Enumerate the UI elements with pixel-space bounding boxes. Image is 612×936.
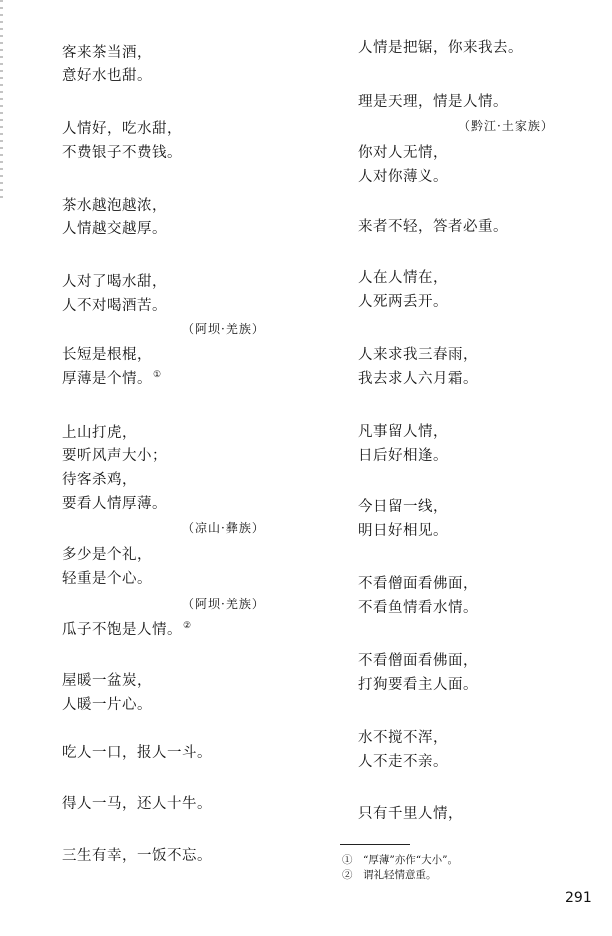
proverb-line: 意好水也甜。 xyxy=(62,68,152,84)
proverb-line: 我去求人六月霜。 xyxy=(358,371,478,387)
proverb-line: 日后好相逢。 xyxy=(358,448,448,464)
proverb-line: 长短是根棍， xyxy=(62,347,152,363)
proverb-line: 轻重是个心。 xyxy=(62,571,152,587)
proverb-line: 多少是个礼， xyxy=(62,547,152,563)
proverb-line: 不看僧面看佛面， xyxy=(358,653,478,669)
proverb-line: 只有千里人情， xyxy=(358,806,463,822)
proverb-line: 来者不轻，答者必重。 xyxy=(358,219,508,235)
proverb-line: 上山打虎， xyxy=(62,425,137,441)
proverb-line: 要听风声大小； xyxy=(62,448,167,464)
page-number: 291 xyxy=(565,890,592,906)
source-attribution: （凉山·彝族） xyxy=(182,521,265,535)
footnote-item: ① “厚薄”亦作“大小”。 xyxy=(342,854,458,866)
proverb-line: 今日留一线， xyxy=(358,499,448,515)
proverb-line: 人对了喝水甜， xyxy=(62,274,167,290)
proverb-line: 茶水越泡越浓， xyxy=(62,198,167,214)
proverb-line: 三生有幸，一饭不忘。 xyxy=(62,848,212,864)
proverb-line: 得人一马，还人十牛。 xyxy=(62,796,212,812)
proverb-line: 待客杀鸡， xyxy=(62,472,137,488)
proverb-line: 人情是把锯，你来我去。 xyxy=(358,40,523,56)
proverb-line: 人在人情在， xyxy=(358,270,448,286)
proverb-line: 人对你薄义。 xyxy=(358,169,448,185)
proverb-line: 明日好相见。 xyxy=(358,523,448,539)
source-attribution: （阿坝·羌族） xyxy=(182,322,265,336)
proverb-line: 要看人情厚薄。 xyxy=(62,496,167,512)
proverb-line: 人死两丢开。 xyxy=(358,294,448,310)
proverb-line: 屋暖一盆炭， xyxy=(62,673,152,689)
proverb-line: 人来求我三春雨， xyxy=(358,347,478,363)
footnote-rule xyxy=(340,844,410,845)
proverb-line: 不看鱼情看水情。 xyxy=(358,600,478,616)
proverb-line: 理是天理，情是人情。 xyxy=(358,94,508,110)
scan-edge-marks xyxy=(0,0,3,200)
proverb-line: 凡事留人情， xyxy=(358,424,448,440)
proverb-line: 瓜子不饱是人情。② xyxy=(62,621,192,638)
source-attribution: （黔江·土家族） xyxy=(458,119,554,133)
proverb-line: 人情好，吃水甜， xyxy=(62,121,182,137)
proverb-line: 客来茶当酒， xyxy=(62,45,152,61)
proverb-line: 人不对喝酒苦。 xyxy=(62,298,167,314)
proverb-line: 不看僧面看佛面， xyxy=(358,576,478,592)
proverb-line: 人情越交越厚。 xyxy=(62,221,167,237)
footnote-marker: ② xyxy=(183,621,192,632)
proverb-line: 不费银子不费钱。 xyxy=(62,145,182,161)
source-attribution: （阿坝·羌族） xyxy=(182,597,265,611)
proverb-line: 打狗要看主人面。 xyxy=(358,677,478,693)
proverb-line: 人不走不亲。 xyxy=(358,754,448,770)
proverb-line: 水不搅不浑， xyxy=(358,730,448,746)
proverb-line: 人暖一片心。 xyxy=(62,697,152,713)
footnote-marker: ① xyxy=(153,370,162,381)
proverb-line: 厚薄是个情。① xyxy=(62,370,162,387)
proverb-line: 吃人一口，报人一斗。 xyxy=(62,745,212,761)
footnote-item: ② 谓礼轻情意重。 xyxy=(342,869,437,881)
proverb-line: 你对人无情， xyxy=(358,145,448,161)
